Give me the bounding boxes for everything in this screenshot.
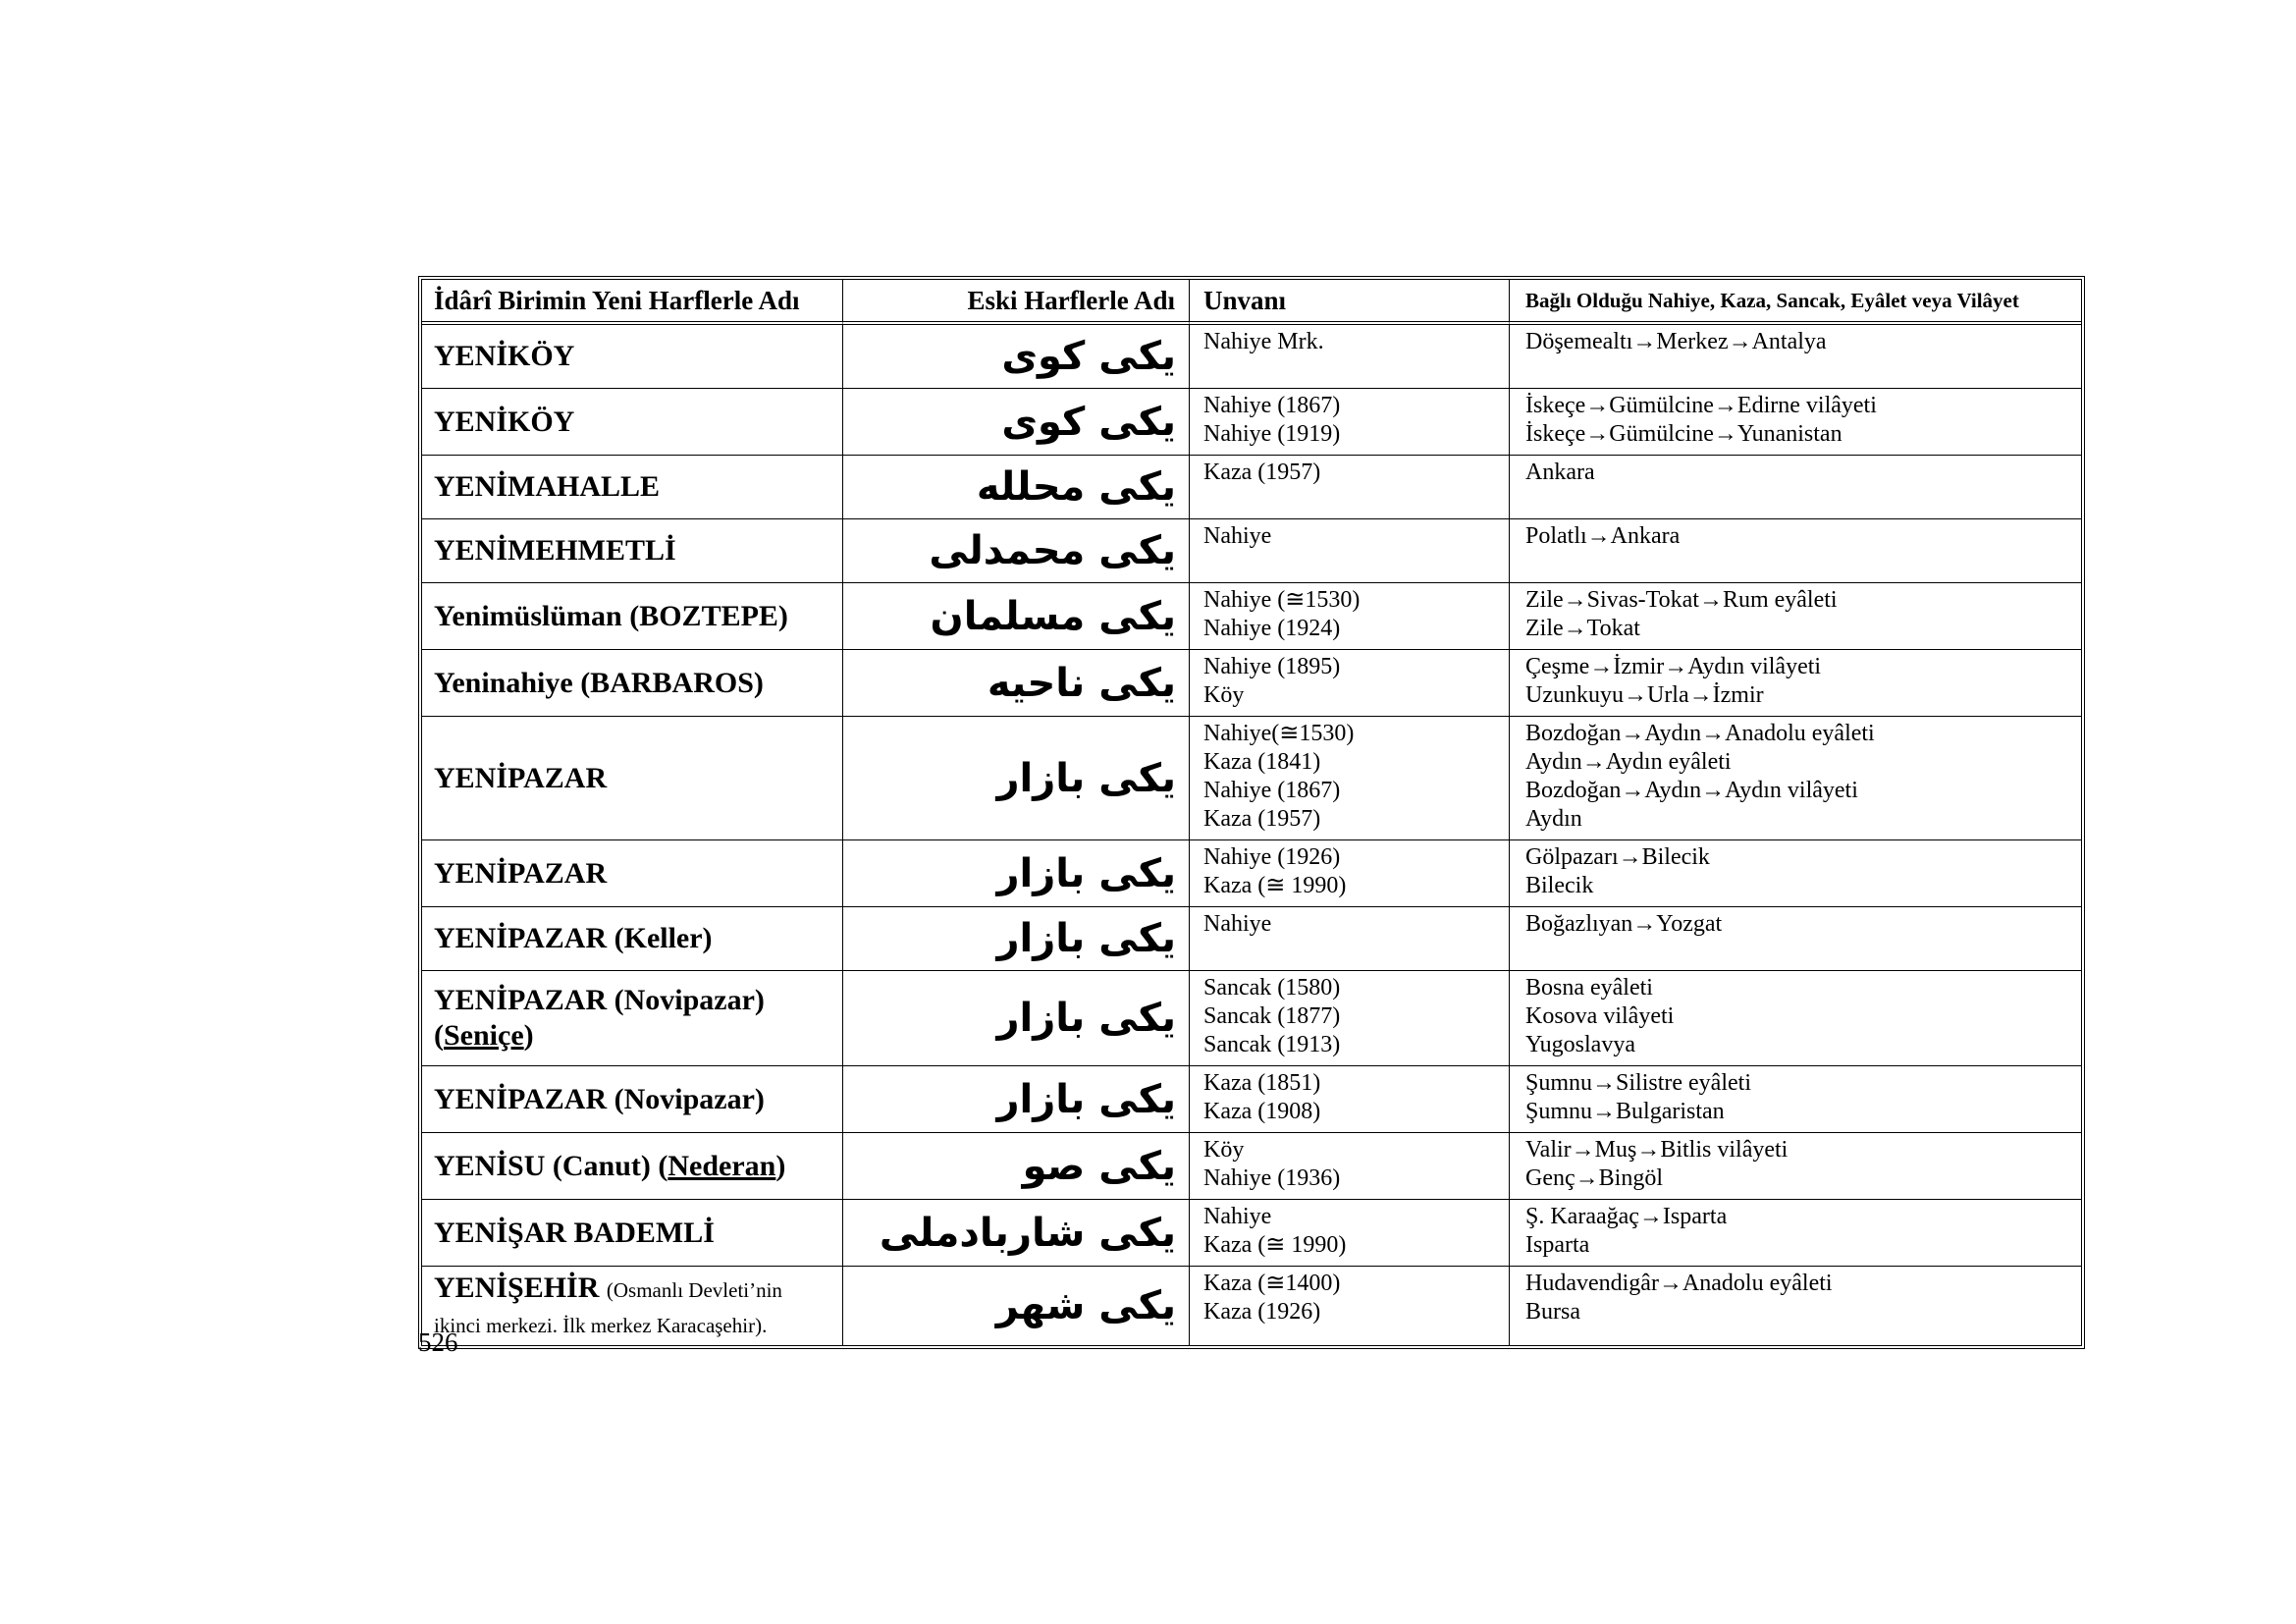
table-row <box>422 519 2081 583</box>
table-row <box>422 1133 2081 1200</box>
affiliation-cell <box>1510 971 2081 1066</box>
title-line: Nahiye (1867) <box>1203 778 1341 803</box>
affiliation-cell <box>1510 1200 2081 1267</box>
affiliation-cell <box>1510 1267 2081 1345</box>
title-cell <box>1190 389 1510 456</box>
table-row <box>422 840 2081 907</box>
title-line: Nahiye (1926) <box>1203 844 1341 870</box>
new-name <box>422 1267 843 1345</box>
old-name: یکی صو <box>843 1133 1190 1200</box>
affiliation-line: Döşemealtı→Merkez→Antalya <box>1525 329 1827 354</box>
table-row <box>422 325 2081 389</box>
old-name: یکی بازار <box>843 840 1190 907</box>
old-name: یکی کوی <box>843 389 1190 456</box>
affiliation-line: Gölpazarı→Bilecik <box>1525 844 1710 870</box>
title-line: Sancak (1877) <box>1203 1003 1341 1029</box>
affiliation-line: Yugoslavya <box>1525 1032 1635 1057</box>
header-new-name: İdârî Birimin Yeni Harflerle Adı <box>422 280 843 325</box>
affiliation-line: Şumnu→Bulgaristan <box>1525 1099 1725 1124</box>
affiliation-line: Zile→Tokat <box>1525 616 1640 641</box>
affiliation-line: Isparta <box>1525 1232 1590 1258</box>
new-name: YENİSU (Canut) (Nederan) <box>422 1133 843 1200</box>
new-name: Yeninahiye (BARBAROS) <box>422 650 843 717</box>
affiliation-line: Polatlı→Ankara <box>1525 523 1681 549</box>
page-number: 526 <box>418 1327 458 1357</box>
affiliation-cell <box>1510 456 2081 519</box>
new-name: YENİPAZAR <box>422 717 843 840</box>
table-row <box>422 1066 2081 1133</box>
title-cell <box>1190 325 1510 389</box>
affiliation-line: Ş. Karaağaç→Isparta <box>1525 1204 1728 1229</box>
title-line: Sancak (1913) <box>1203 1032 1341 1057</box>
affiliation-line: Aydın→Aydın eyâleti <box>1525 749 1732 775</box>
affiliation-line: Genç→Bingöl <box>1525 1165 1663 1191</box>
title-line: Sancak (1580) <box>1203 975 1341 1001</box>
affiliation-cell <box>1510 907 2081 971</box>
title-line: Kaza (1957) <box>1203 460 1321 485</box>
title-line: Nahiye <box>1203 911 1272 937</box>
title-cell <box>1190 1267 1510 1345</box>
affiliation-cell <box>1510 717 2081 840</box>
table-row <box>422 583 2081 650</box>
affiliation-cell <box>1510 650 2081 717</box>
affiliation-line: Uzunkuyu→Urla→İzmir <box>1525 682 1764 708</box>
title-line: Kaza (1926) <box>1203 1299 1321 1325</box>
old-name: یکی بازار <box>843 1066 1190 1133</box>
new-name: YENİMEHMETLİ <box>422 519 843 583</box>
old-name: یکی بازار <box>843 717 1190 840</box>
name-note: (Osmanlı Devleti’nin <box>606 1278 782 1302</box>
affiliation-line: Bosna eyâleti <box>1525 975 1653 1001</box>
old-name: یکی محمدلی <box>843 519 1190 583</box>
title-line: Kaza (1841) <box>1203 749 1321 775</box>
table-header-row <box>422 280 2081 325</box>
old-name: یکی شهر <box>843 1267 1190 1345</box>
old-name: یکی مسلمان <box>843 583 1190 650</box>
new-name: YENİKÖY <box>422 389 843 456</box>
old-name: یکی محلله <box>843 456 1190 519</box>
title-cell <box>1190 1200 1510 1267</box>
title-line: Nahiye(≅1530) <box>1203 721 1355 746</box>
table-row <box>422 971 2081 1066</box>
table-row <box>422 907 2081 971</box>
table-row <box>422 456 2081 519</box>
old-name: یکی شاربادملی <box>843 1200 1190 1267</box>
title-cell <box>1190 1133 1510 1200</box>
title-line: Kaza (≅ 1990) <box>1203 1232 1347 1258</box>
affiliation-line: Bilecik <box>1525 873 1594 898</box>
settlement-table <box>418 276 2085 1349</box>
title-cell <box>1190 840 1510 907</box>
old-name: یکی ناحیه <box>843 650 1190 717</box>
title-line: Kaza (1908) <box>1203 1099 1321 1124</box>
name-note: ikinci merkezi. İlk merkez Karacaşehir). <box>434 1314 768 1337</box>
affiliation-line: İskeçe→Gümülcine→Edirne vilâyeti <box>1525 393 1877 418</box>
table-row <box>422 650 2081 717</box>
new-name: YENİPAZAR <box>422 840 843 907</box>
title-line: Nahiye <box>1203 523 1272 549</box>
name-underlined: Nederan <box>667 1149 776 1182</box>
title-line: Nahiye Mrk. <box>1203 329 1324 354</box>
affiliation-line: Çeşme→İzmir→Aydın vilâyeti <box>1525 654 1822 679</box>
affiliation-line: Ankara <box>1525 460 1595 485</box>
header-title: Unvanı <box>1190 280 1510 325</box>
new-name: YENİPAZAR (Novipazar) (Seniçe) <box>422 971 843 1066</box>
new-name: YENİPAZAR (Keller) <box>422 907 843 971</box>
old-name: یکی بازار <box>843 907 1190 971</box>
table-row <box>422 1267 2081 1345</box>
title-cell <box>1190 583 1510 650</box>
affiliation-cell <box>1510 519 2081 583</box>
title-line: Kaza (1957) <box>1203 806 1321 832</box>
affiliation-line: Valir→Muş→Bitlis vilâyeti <box>1525 1137 1789 1163</box>
name-main: YENİŞEHİR <box>434 1272 600 1304</box>
title-cell <box>1190 907 1510 971</box>
title-line: Köy <box>1203 682 1245 708</box>
affiliation-cell <box>1510 840 2081 907</box>
header-old-name: Eski Harflerle Adı <box>843 280 1190 325</box>
affiliation-line: Zile→Sivas-Tokat→Rum eyâleti <box>1525 587 1838 613</box>
affiliation-cell <box>1510 389 2081 456</box>
title-line: Nahiye (1895) <box>1203 654 1341 679</box>
table-row <box>422 389 2081 456</box>
title-cell <box>1190 971 1510 1066</box>
affiliation-line: Şumnu→Silistre eyâleti <box>1525 1070 1751 1096</box>
new-name: YENİKÖY <box>422 325 843 389</box>
new-name: YENİPAZAR (Novipazar) <box>422 1066 843 1133</box>
affiliation-line: Hudavendigâr→Anadolu eyâleti <box>1525 1271 1833 1296</box>
new-name: Yenimüslüman (BOZTEPE) <box>422 583 843 650</box>
title-line: Kaza (1851) <box>1203 1070 1321 1096</box>
title-line: Köy <box>1203 1137 1245 1163</box>
new-name: YENİMAHALLE <box>422 456 843 519</box>
header-affiliation: Bağlı Olduğu Nahiye, Kaza, Sancak, Eyâlet veya Vilâyet <box>1510 280 2081 325</box>
affiliation-line: Bozdoğan→Aydın→Aydın vilâyeti <box>1525 778 1858 803</box>
table-row <box>422 717 2081 840</box>
affiliation-line: Aydın <box>1525 806 1582 832</box>
affiliation-line: Kosova vilâyeti <box>1525 1003 1675 1029</box>
title-line: Kaza (≅1400) <box>1203 1271 1341 1296</box>
affiliation-line: Boğazlıyan→Yozgat <box>1525 911 1723 937</box>
affiliation-cell <box>1510 1133 2081 1200</box>
affiliation-line: Bursa <box>1525 1299 1580 1325</box>
title-line: Nahiye (1936) <box>1203 1165 1341 1191</box>
affiliation-cell <box>1510 1066 2081 1133</box>
title-cell <box>1190 519 1510 583</box>
title-line: Nahiye <box>1203 1204 1272 1229</box>
title-line: Nahiye (1919) <box>1203 421 1341 447</box>
table-row <box>422 1200 2081 1267</box>
title-line: Nahiye (≅1530) <box>1203 587 1361 613</box>
title-cell <box>1190 456 1510 519</box>
name-main: YENİPAZAR (Novipazar) <box>434 984 765 1016</box>
affiliation-line: İskeçe→Gümülcine→Yunanistan <box>1525 421 1842 447</box>
title-cell <box>1190 650 1510 717</box>
title-cell <box>1190 1066 1510 1133</box>
old-name: یکی کوی <box>843 325 1190 389</box>
name-underlined: Seniçe <box>444 1019 524 1052</box>
title-line: Nahiye (1924) <box>1203 616 1341 641</box>
affiliation-cell <box>1510 325 2081 389</box>
title-line: Nahiye (1867) <box>1203 393 1341 418</box>
affiliation-cell <box>1510 583 2081 650</box>
old-name: یکی بازار <box>843 971 1190 1066</box>
new-name: YENİŞAR BADEMLİ <box>422 1200 843 1267</box>
title-cell <box>1190 717 1510 840</box>
affiliation-line: Bozdoğan→Aydın→Anadolu eyâleti <box>1525 721 1875 746</box>
title-line: Kaza (≅ 1990) <box>1203 873 1347 898</box>
name-main: YENİSU (Canut) <box>434 1149 651 1182</box>
